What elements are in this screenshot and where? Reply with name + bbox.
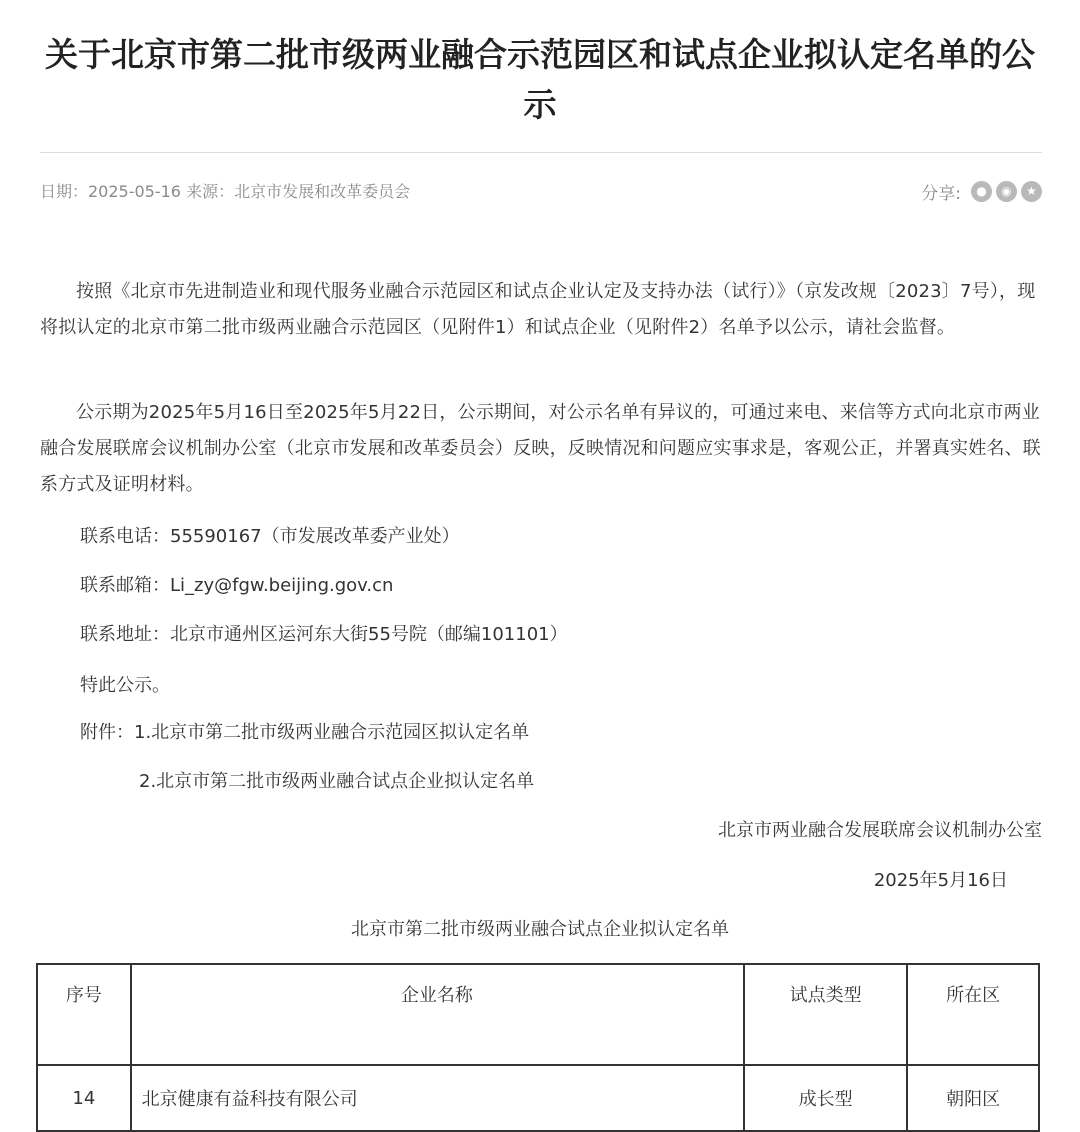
list-title: 北京市第二批市级两业融合试点企业拟认定名单 xyxy=(351,919,729,940)
cell-district: 朝阳区 xyxy=(907,1065,1039,1131)
paragraph-basis xyxy=(40,274,1044,346)
enterprise-table xyxy=(36,963,1040,1132)
attachment-2[interactable]: 2.北京市第二批市级两业融合试点企业拟认定名单 xyxy=(139,771,535,792)
attachment-1[interactable]: 附件：1.北京市第二批市级两业融合示范园区拟认定名单 xyxy=(80,722,530,743)
cell-type: 成长型 xyxy=(744,1065,907,1131)
header-district: 所在区 xyxy=(907,964,1039,1065)
table-header-row xyxy=(37,964,1039,1065)
cell-name: 北京健康有益科技有限公司 xyxy=(131,1065,744,1131)
page-title: 关于北京市第二批市级两业融合示范园区和试点企业拟认定名单的公示 xyxy=(45,35,1035,124)
paragraph-text: 公示期为2025年5月16日至2025年5月22日，公示期间，对公示名单有异议的，可通过来电、来信等方式向北京市两业融合发展联席会议机制办公室（北京市发展和改革委员会）反映，反映情况和问题应实事求是，客观公正，并署真实姓名、联系方式及证明材料。 xyxy=(40,402,1041,495)
header-name: 企业名称 xyxy=(131,964,744,1065)
table-row xyxy=(37,1065,1039,1131)
wechat-icon[interactable]: ● xyxy=(971,181,992,202)
cell-no: 14 xyxy=(37,1065,131,1131)
share-label: 分享: xyxy=(921,184,961,204)
contact-address: 联系地址：北京市通州区运河东大街55号院（邮编101101） xyxy=(80,624,568,645)
contact-phone: 联系电话：55590167（市发展改革委产业处） xyxy=(80,526,460,547)
paragraph-text: 按照《北京市先进制造业和现代服务业融合示范园区和试点企业认定及支持办法（试行）》（京发改规〔2023〕7号），现将拟认定的北京市第二批市级两业融合示范园区（见附件1）和试点企业（见附件2）名单予以公示，请社会监督。 xyxy=(40,281,1036,338)
title-divider xyxy=(40,152,1042,153)
weibo-icon[interactable]: ◉ xyxy=(996,181,1017,202)
signature-org: 北京市两业融合发展联席会议机制办公室 xyxy=(718,820,1042,841)
paragraph-period xyxy=(40,395,1044,503)
signature-date: 2025年5月16日 xyxy=(873,870,1008,891)
header-no: 序号 xyxy=(37,964,131,1065)
share-bar xyxy=(921,179,1042,204)
header-type: 试点类型 xyxy=(744,964,907,1065)
contact-email: 联系邮箱：Li_zy@fgw.beijing.gov.cn xyxy=(80,575,394,596)
favorite-icon[interactable]: ★ xyxy=(1021,181,1042,202)
publish-meta: 日期：2025-05-16 来源：北京市发展和改革委员会 xyxy=(40,182,411,201)
closing-text: 特此公示。 xyxy=(80,675,170,696)
